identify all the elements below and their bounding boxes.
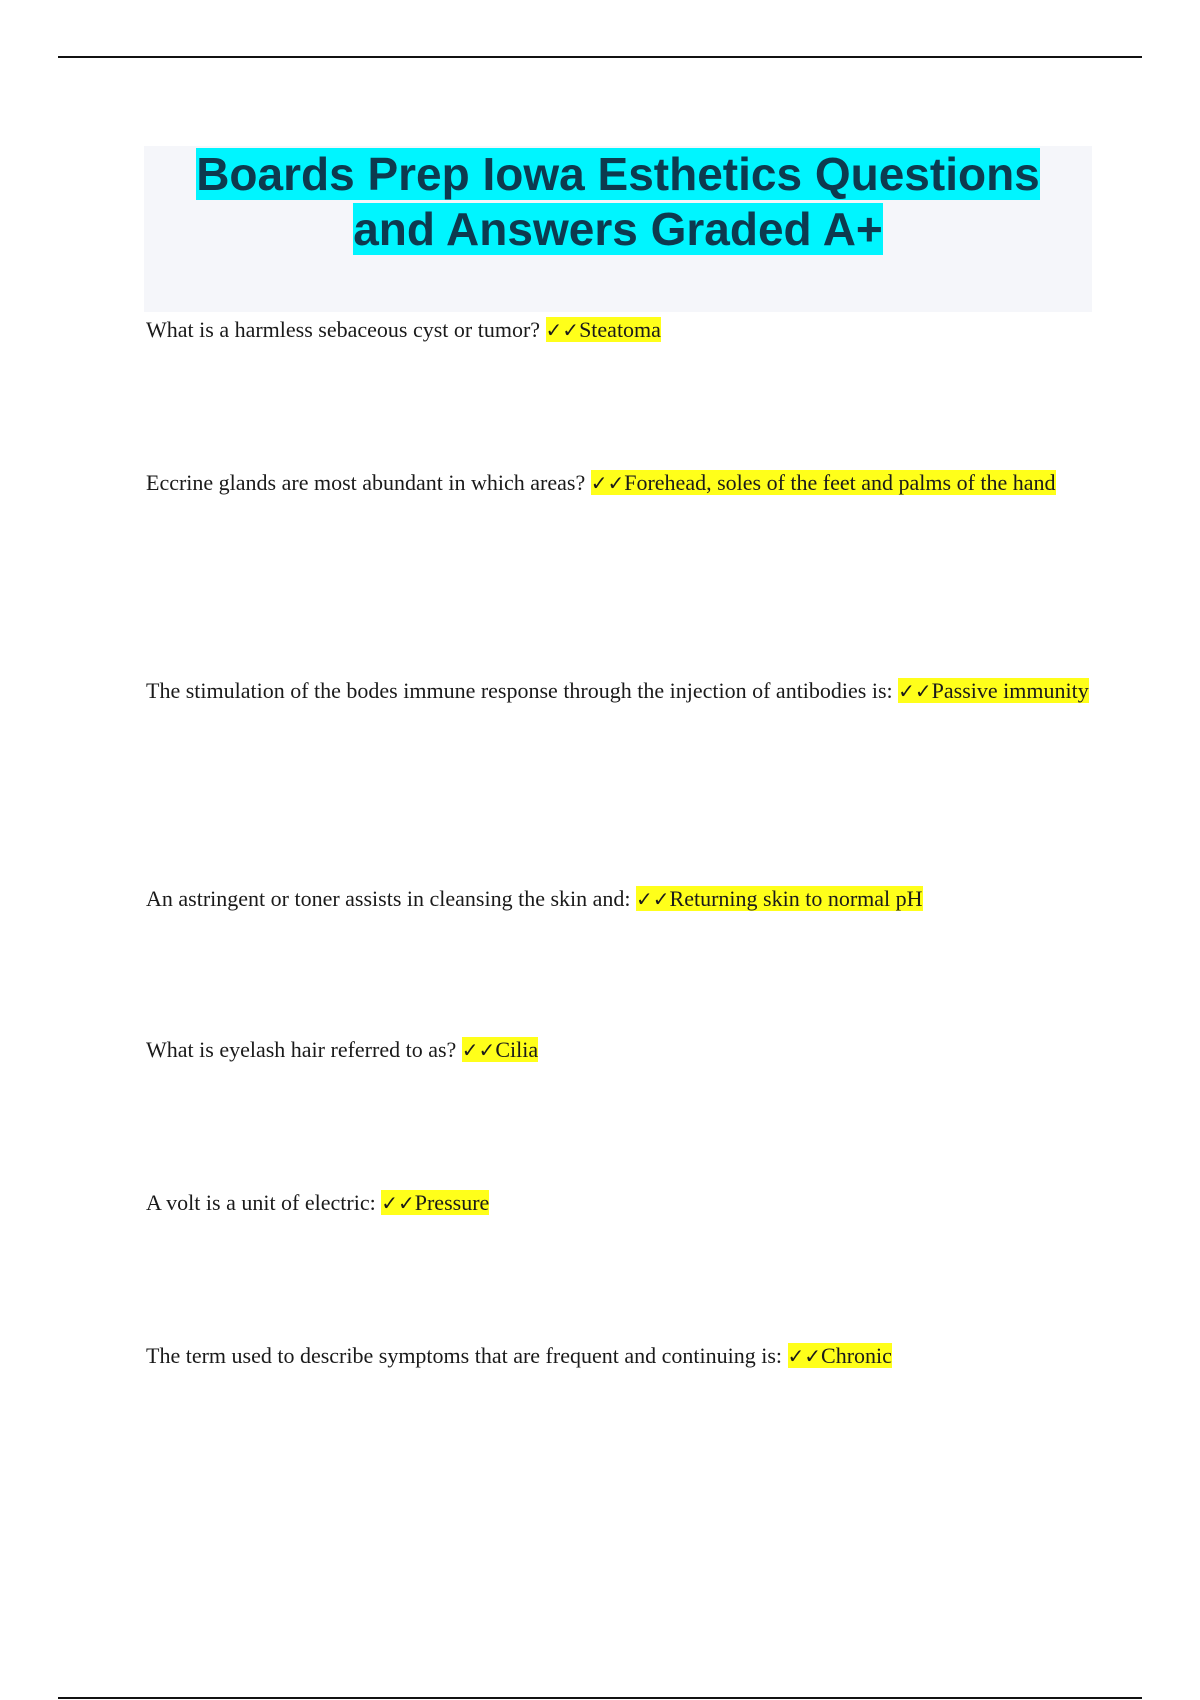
qa-item-1 [146, 299, 1096, 361]
answer-highlight [788, 1343, 892, 1368]
qa-item-6 [146, 1172, 1096, 1234]
qa-item-5 [146, 1019, 1096, 1081]
qa-item-4 [146, 868, 1096, 930]
bottom-rule [58, 1697, 1142, 1699]
double-check-icon: ✓✓ [590, 471, 625, 495]
answer-highlight [381, 1190, 489, 1215]
double-check-icon: ✓✓ [381, 1191, 415, 1215]
answer-text: Chronic [821, 1343, 892, 1368]
answer-text: Passive immunity [931, 678, 1089, 703]
answer-text: Returning skin to normal pH [669, 886, 923, 911]
top-rule [58, 56, 1142, 58]
answer-highlight [591, 470, 1056, 495]
qa-item-3 [146, 660, 1096, 722]
document-title: Boards Prep Iowa Esthetics Questions and Answers Graded A+ [196, 148, 1040, 255]
answer-highlight [546, 317, 661, 342]
question-text: The stimulation of the bodes immune response through the injection of antibodies is: [146, 678, 893, 703]
double-check-icon: ✓✓ [545, 318, 580, 342]
qa-item-7 [146, 1325, 1096, 1387]
question-text: What is eyelash hair referred to as? [146, 1037, 457, 1062]
double-check-icon: ✓✓ [636, 887, 670, 911]
question-text: The term used to describe symptoms that are frequent and continuing is: [146, 1343, 783, 1368]
answer-text: Pressure [414, 1190, 490, 1215]
question-text: Eccrine glands are most abundant in which areas? [146, 470, 586, 495]
question-text: What is a harmless sebaceous cyst or tumor? [146, 317, 541, 342]
answer-text: Forehead, soles of the feet and palms of the hand [624, 470, 1056, 495]
answer-text: Steatoma [579, 317, 661, 342]
title-block [144, 146, 1092, 312]
answer-text: Cilia [495, 1037, 539, 1062]
double-check-icon: ✓✓ [898, 679, 932, 703]
answer-highlight [636, 886, 923, 911]
answer-highlight [898, 678, 1089, 703]
double-check-icon: ✓✓ [787, 1344, 822, 1368]
double-check-icon: ✓✓ [461, 1038, 496, 1062]
question-text: An astringent or toner assists in cleansing the skin and: [146, 886, 631, 911]
qa-item-2 [146, 452, 1096, 514]
answer-highlight [462, 1037, 538, 1062]
question-text: A volt is a unit of electric: [146, 1190, 376, 1215]
